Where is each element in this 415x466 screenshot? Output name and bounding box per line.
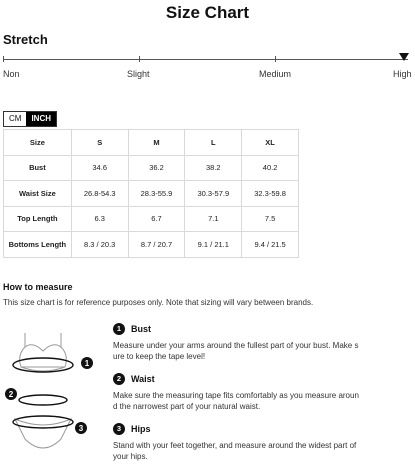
marker-3-label: 3	[78, 424, 84, 433]
table-cell: 32.3-59.8	[242, 181, 299, 207]
unit-inch-button[interactable]: INCH	[26, 112, 56, 126]
step-1-line-1: Measure under your arms around the fullest part of your bust. Make s	[113, 341, 359, 350]
table-cell: 26.8-54.3	[71, 181, 128, 207]
table-cell: 36.2	[128, 155, 185, 181]
page-title: Size Chart	[165, 3, 250, 22]
table-row	[4, 181, 299, 207]
step-2-title: Waist	[131, 374, 155, 384]
step-1-text	[113, 341, 408, 362]
table-cell: 8.7 / 20.7	[128, 232, 185, 258]
table-row-label: Bust	[4, 155, 72, 181]
step-3-line-2: your hips.	[113, 451, 148, 461]
how-to-measure-title: How to measure	[3, 282, 73, 292]
table-header-cell: M	[128, 130, 185, 156]
step-2-text	[113, 391, 408, 412]
how-to-measure-note: This size chart is for reference purposes only. Note that sizing will vary between brands.	[3, 298, 314, 307]
unit-toggle	[3, 111, 57, 127]
stretch-label-high: High	[393, 69, 412, 79]
body-measure-illustration	[3, 327, 103, 462]
stretch-tick-non	[3, 56, 4, 62]
stretch-tick-medium	[275, 56, 276, 62]
step-2-number: 2	[113, 373, 125, 385]
table-cell: 34.6	[71, 155, 128, 181]
size-table	[3, 129, 299, 258]
table-header-cell: S	[71, 130, 128, 156]
stretch-scale-line	[3, 59, 408, 60]
unit-cm-button[interactable]: CM	[9, 114, 22, 123]
table-header-cell: L	[185, 130, 242, 156]
table-cell: 38.2	[185, 155, 242, 181]
step-2-line-2: d the narrowest part of your natural waist.	[113, 401, 261, 411]
table-cell: 7.1	[185, 206, 242, 232]
table-row-label: Bottoms Length	[4, 232, 72, 258]
step-1-title: Bust	[131, 324, 151, 334]
step-3-number: 3	[113, 423, 125, 435]
step-2-line-1: Make sure the measuring tape fits comfortably as you measure aroun	[113, 391, 359, 400]
step-1-line-2: ure to keep the tape level!	[113, 351, 206, 361]
table-header-cell: Size	[4, 130, 72, 156]
table-row-label: Waist Size	[4, 181, 72, 207]
table-row	[4, 232, 299, 258]
table-row	[4, 155, 299, 181]
stretch-tick-slight	[139, 56, 140, 62]
stretch-title: Stretch	[3, 32, 48, 47]
stretch-label-slight: Slight	[127, 69, 150, 79]
stretch-selected-marker	[399, 53, 409, 61]
table-cell: 9.1 / 21.1	[185, 232, 242, 258]
table-cell: 9.4 / 21.5	[242, 232, 299, 258]
marker-2-label: 2	[8, 390, 14, 399]
table-cell: 8.3 / 20.3	[71, 232, 128, 258]
step-3-text	[113, 441, 408, 462]
table-cell: 40.2	[242, 155, 299, 181]
step-3-line-1: Stand with your feet together, and measure around the widest part of	[113, 441, 357, 450]
stretch-label-non: Non	[3, 69, 20, 79]
table-row	[4, 206, 299, 232]
table-cell: 30.3-57.9	[185, 181, 242, 207]
marker-1-label: 1	[84, 359, 90, 368]
table-header-cell: XL	[242, 130, 299, 156]
step-1-number: 1	[113, 323, 125, 335]
table-cell: 7.5	[242, 206, 299, 232]
table-header-row	[4, 130, 299, 156]
table-row-label: Top Length	[4, 206, 72, 232]
table-cell: 28.3-55.9	[128, 181, 185, 207]
table-cell: 6.7	[128, 206, 185, 232]
step-3-title: Hips	[131, 424, 151, 434]
table-cell: 6.3	[71, 206, 128, 232]
stretch-label-medium: Medium	[259, 69, 292, 79]
